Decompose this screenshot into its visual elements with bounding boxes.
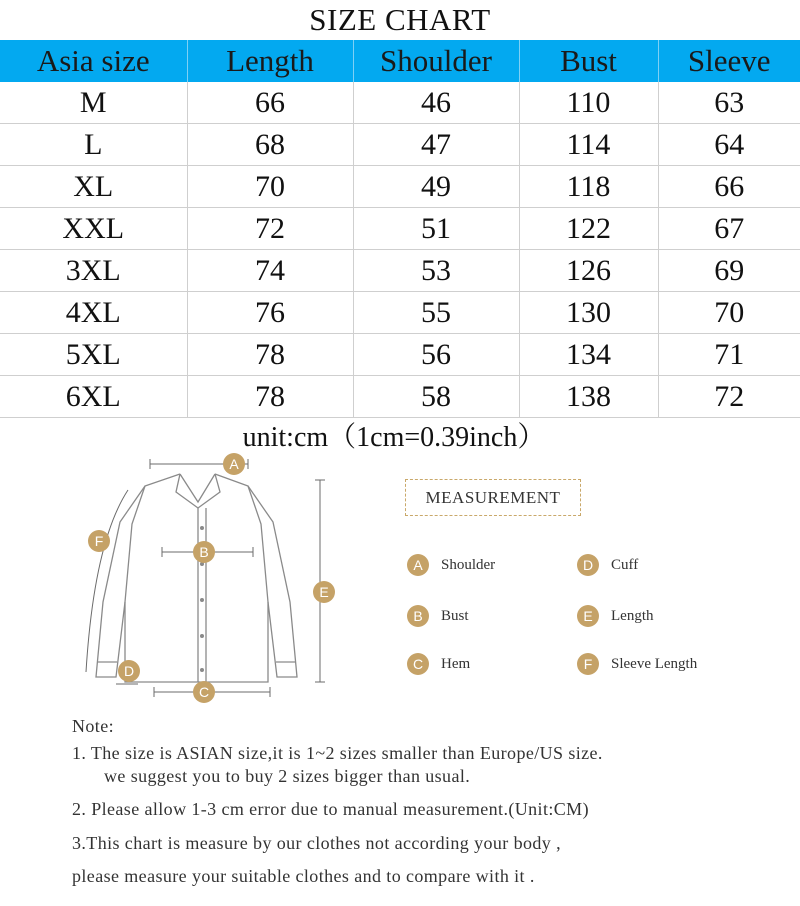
cell-size: L [0, 124, 187, 166]
marker-e-icon [313, 581, 335, 603]
legend-length [577, 605, 654, 627]
cell-shoulder: 47 [353, 124, 519, 166]
measurement-title: MEASUREMENT [405, 479, 581, 516]
cell-bust: 126 [519, 250, 658, 292]
header-sleeve: Sleeve [658, 40, 800, 82]
svg-text:E: E [319, 584, 329, 600]
notes-heading: Note: [72, 716, 114, 736]
cell-shoulder: 58 [353, 376, 519, 418]
marker-a-icon [223, 453, 245, 475]
cell-shoulder: 46 [353, 82, 519, 124]
cell-shoulder: 49 [353, 166, 519, 208]
cell-bust: 114 [519, 124, 658, 166]
unit-note: unit:cm（1cm=0.39inch） [242, 422, 546, 453]
cell-sleeve: 72 [658, 376, 800, 418]
table-row [0, 124, 800, 166]
cell-length: 78 [187, 376, 353, 418]
cell-sleeve: 69 [658, 250, 800, 292]
cell-sleeve: 64 [658, 124, 800, 166]
cell-sleeve: 70 [658, 292, 800, 334]
table-row [0, 82, 800, 124]
cell-length: 66 [187, 82, 353, 124]
legend-label: Shoulder [441, 556, 496, 573]
table-row [0, 166, 800, 208]
legend-label: Sleeve Length [611, 655, 698, 672]
marker-a-icon: A [407, 554, 429, 576]
cell-length: 70 [187, 166, 353, 208]
cell-bust: 138 [519, 376, 658, 418]
cell-length: 76 [187, 292, 353, 334]
cell-sleeve: 66 [658, 166, 800, 208]
legend-bust [407, 605, 469, 627]
cell-size: 5XL [0, 334, 187, 376]
marker-b-icon: B [407, 605, 429, 627]
cell-shoulder: 55 [353, 292, 519, 334]
table-row [0, 208, 800, 250]
note-1: 1. The size is ASIAN size,it is 1~2 sizes smaller than Europe/US size. [72, 743, 603, 763]
legend-label: Length [611, 607, 654, 624]
marker-f-icon [88, 530, 110, 552]
cell-bust: 118 [519, 166, 658, 208]
table-row [0, 292, 800, 334]
table-row [0, 250, 800, 292]
cell-length: 78 [187, 334, 353, 376]
note-2: 2. Please allow 1-3 cm error due to manual measurement.(Unit:CM) [72, 799, 589, 819]
cell-size: 3XL [0, 250, 187, 292]
legend-cuff [577, 554, 638, 576]
svg-text:D: D [123, 663, 135, 679]
header-shoulder: Shoulder [353, 40, 519, 82]
svg-text:A: A [229, 456, 239, 472]
legend-hem [407, 653, 470, 675]
note-3: 3.This chart is measure by our clothes not according your body , [72, 833, 561, 853]
cell-size: XL [0, 166, 187, 208]
legend-label: Bust [441, 607, 469, 624]
marker-d-icon: D [577, 554, 599, 576]
marker-b-icon [193, 541, 215, 563]
legend-label: Cuff [611, 556, 639, 573]
marker-d-icon [118, 660, 140, 682]
cell-sleeve: 67 [658, 208, 800, 250]
legend-label: Hem [441, 655, 471, 672]
cell-shoulder: 53 [353, 250, 519, 292]
table-row [0, 376, 800, 418]
cell-size: XXL [0, 208, 187, 250]
marker-c-icon: C [407, 653, 429, 675]
table-header-row [0, 40, 800, 82]
note-3-cont: please measure your suitable clothes and to compare with it . [72, 866, 535, 886]
cell-size: 6XL [0, 376, 187, 418]
marker-c-icon [193, 681, 215, 703]
cell-shoulder: 51 [353, 208, 519, 250]
marker-e-icon: E [577, 605, 599, 627]
header-bust: Bust [519, 40, 658, 82]
legend-sleeve-length [577, 653, 697, 675]
svg-text:C: C [198, 684, 210, 700]
header-asia-size: Asia size [0, 40, 187, 82]
cell-bust: 130 [519, 292, 658, 334]
shirt-diagram [70, 452, 370, 712]
cell-size: 4XL [0, 292, 187, 334]
header-length: Length [187, 40, 353, 82]
cell-length: 68 [187, 124, 353, 166]
legend-shoulder [407, 554, 495, 576]
table-row [0, 334, 800, 376]
svg-text:F: F [94, 533, 104, 549]
cell-shoulder: 56 [353, 334, 519, 376]
cell-bust: 134 [519, 334, 658, 376]
cell-length: 72 [187, 208, 353, 250]
cell-length: 74 [187, 250, 353, 292]
cell-size: M [0, 82, 187, 124]
note-1-cont: we suggest you to buy 2 sizes bigger than usual. [104, 766, 471, 786]
cell-sleeve: 63 [658, 82, 800, 124]
marker-f-icon: F [577, 653, 599, 675]
svg-text:B: B [199, 544, 209, 560]
cell-bust: 122 [519, 208, 658, 250]
cell-sleeve: 71 [658, 334, 800, 376]
size-table [0, 40, 800, 418]
cell-bust: 110 [519, 82, 658, 124]
size-chart-title: SIZE CHART [309, 2, 491, 37]
